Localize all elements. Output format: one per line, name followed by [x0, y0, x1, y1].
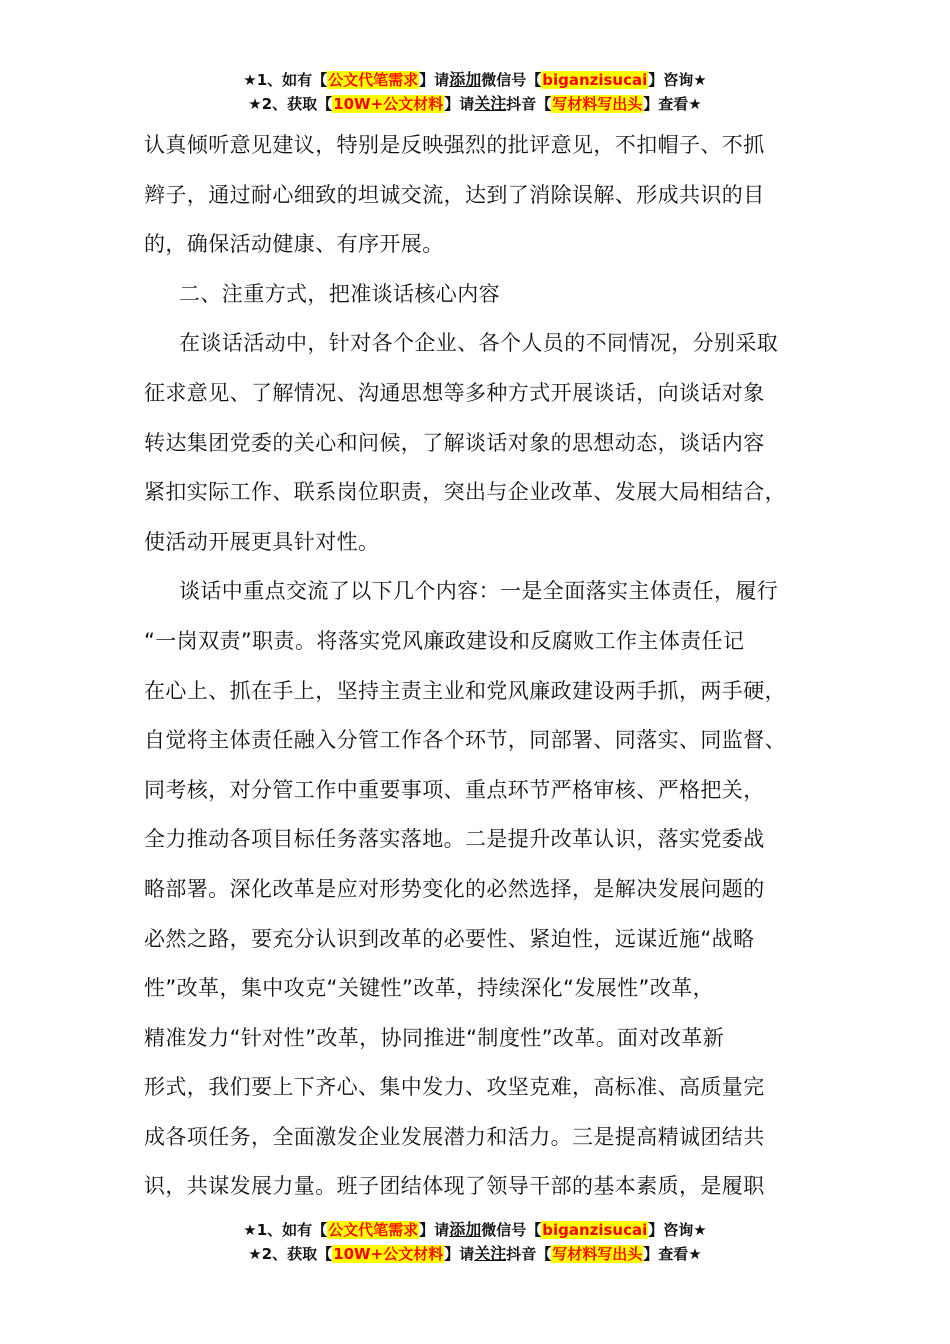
promo-text: 抖音【 — [506, 1245, 552, 1263]
promo-text: 2、获取【 — [261, 1245, 333, 1263]
star-icon: ★ — [248, 95, 262, 113]
text-line: 同考核，对分管工作中重要事项、重点环节严格审核、严格把关， — [144, 777, 765, 802]
promo-text: 】查看★ — [643, 1245, 702, 1263]
text-line: 辫子，通过耐心细致的坦诚交流，达到了消除误解、形成共识的目 — [144, 182, 765, 207]
text-line: 转达集团党委的关心和问候，了解谈话对象的思想动态，谈话内容 — [144, 430, 765, 455]
text-line: 成各项任务，全面激发企业发展潜力和活力。三是提高精诚团结共 — [144, 1124, 765, 1149]
text-line: 紧扣实际工作、联系岗位职责，突出与企业改革、发展大局相结合， — [144, 480, 786, 505]
section-heading: 二、注重方式，把准谈话核心内容 — [179, 281, 500, 306]
promo-text: 】查看★ — [643, 95, 702, 113]
text-line: 在谈话活动中，针对各个企业、各个人员的不同情况，分别采取 — [179, 331, 779, 356]
promo-text: 微信号【 — [481, 71, 542, 89]
highlight-materials: 10W+公文材料 — [333, 95, 444, 113]
promo-text: 】请 — [419, 1221, 450, 1239]
highlight-service: 公文代笔需求 — [328, 1221, 419, 1239]
promo-text: 】咨询★ — [648, 71, 707, 89]
highlight-materials: 10W+公文材料 — [333, 1245, 444, 1263]
promo-line-2 — [0, 1242, 950, 1266]
promo-text: 】请 — [419, 71, 450, 89]
promo-emphasis: 添加 — [449, 1220, 482, 1239]
highlight-douyin: 写材料写出头 — [552, 95, 643, 113]
text-line: 使活动开展更具针对性。 — [144, 529, 380, 554]
promo-banner-top — [0, 68, 950, 116]
text-line: 形式，我们要上下齐心、集中发力、攻坚克难，高标准、高质量完 — [144, 1075, 765, 1100]
promo-line-1 — [0, 68, 950, 92]
highlight-service: 公文代笔需求 — [328, 71, 419, 89]
text-line: 谈话中重点交流了以下几个内容：一是全面落实主体责任，履行 — [179, 579, 779, 604]
star-icon: ★ — [243, 71, 257, 89]
text-line: 略部署。深化改革是应对形势变化的必然选择，是解决发展问题的 — [144, 876, 765, 901]
document-body — [144, 121, 834, 1212]
text-line: 征求意见、了解情况、沟通思想等多种方式开展谈话，向谈话对象 — [144, 380, 765, 405]
highlight-wechat-id: biganzisucai — [542, 1221, 648, 1239]
text-line: 自觉将主体责任融入分管工作各个环节，同部署、同落实、同监督、 — [144, 728, 786, 753]
promo-text: 2、获取【 — [261, 95, 333, 113]
promo-emphasis: 关注 — [474, 1244, 507, 1263]
promo-text: 】请 — [444, 95, 475, 113]
promo-line-2 — [0, 92, 950, 116]
promo-text: 】请 — [444, 1245, 475, 1263]
text-line: 必然之路，要充分认识到改革的必要性、紧迫性，远谋近施“战略 — [144, 926, 755, 951]
star-icon: ★ — [243, 1221, 257, 1239]
promo-text: 抖音【 — [506, 95, 552, 113]
text-line: 在心上、抓在手上，坚持主责主业和党风廉政建设两手抓，两手硬， — [144, 678, 786, 703]
highlight-douyin: 写材料写出头 — [552, 1245, 643, 1263]
text-line: 性”改革，集中攻克“关键性”改革，持续深化“发展性”改革， — [144, 976, 714, 1001]
promo-text: 1、如有【 — [256, 71, 328, 89]
promo-emphasis: 关注 — [474, 94, 507, 113]
promo-emphasis: 添加 — [449, 70, 482, 89]
text-line: “一岗双责”职责。将落实党风廉政建设和反腐败工作主体责任记 — [144, 628, 745, 653]
text-line: 识，共谋发展力量。班子团结体现了领导干部的基本素质，是履职 — [144, 1174, 765, 1199]
text-line: 精准发力“针对性”改革，协同推进“制度性”改革。面对改革新 — [144, 1025, 725, 1050]
star-icon: ★ — [248, 1245, 262, 1263]
promo-text: 1、如有【 — [256, 1221, 328, 1239]
text-line: 认真倾听意见建议，特别是反映强烈的批评意见，不扣帽子、不抓 — [144, 133, 765, 157]
promo-line-1 — [0, 1218, 950, 1242]
promo-text: 微信号【 — [481, 1221, 542, 1239]
promo-banner-bottom — [0, 1218, 950, 1266]
promo-text: 】咨询★ — [648, 1221, 707, 1239]
text-line: 的，确保活动健康、有序开展。 — [144, 232, 444, 257]
text-line: 全力推动各项目标任务落实落地。二是提升改革认识，落实党委战 — [144, 827, 765, 852]
highlight-wechat-id: biganzisucai — [542, 71, 648, 89]
